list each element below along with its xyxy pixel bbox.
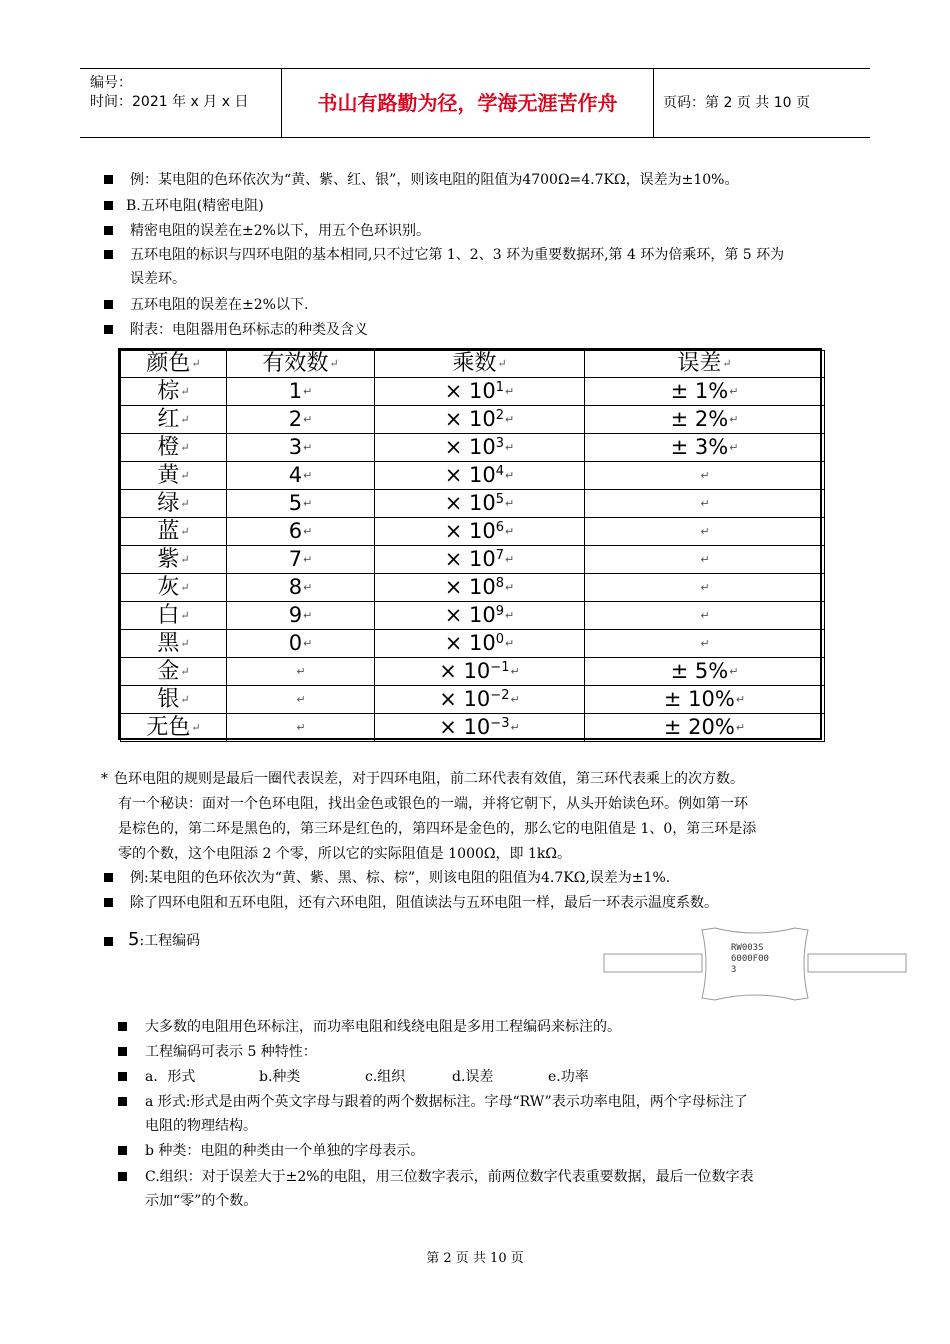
- digit-cell: 6↵: [227, 518, 375, 546]
- return-mark-icon: ↵: [505, 413, 515, 426]
- return-mark-icon: ↵: [505, 497, 515, 510]
- digit-cell: 2↵: [227, 406, 375, 434]
- return-mark-icon: ↵: [180, 580, 190, 594]
- bullet-icon: [104, 325, 113, 334]
- tolerance-cell: [585, 490, 825, 518]
- return-mark-icon: ↵: [180, 664, 190, 678]
- page-footer: 第 2 页 共 10 页: [426, 1251, 524, 1266]
- digit-cell: [227, 658, 375, 686]
- char-power: e.功率: [548, 1069, 589, 1085]
- multiplier-cell: × $10^7↵$: [375, 546, 585, 574]
- bullet-icon: [104, 250, 113, 259]
- return-mark-icon: ↵: [505, 385, 515, 398]
- exponent: −3: [490, 716, 510, 731]
- structure-desc-2: 示加“零”的个数。: [145, 1193, 258, 1209]
- return-mark-icon: ↵: [505, 581, 515, 594]
- exponent: 8: [495, 576, 505, 591]
- color-cell: 黄↵: [121, 462, 227, 490]
- return-mark-icon: ↵: [303, 525, 313, 538]
- tolerance-cell: ± 10%↵: [585, 686, 825, 714]
- color-cell: 银↵: [121, 686, 227, 714]
- return-mark-icon: ↵: [700, 497, 710, 510]
- return-mark-icon: ↵: [296, 693, 306, 706]
- heading-number: 5: [128, 929, 140, 950]
- header-tolerance: 误差↵: [585, 351, 825, 378]
- tolerance-cell: ± 1%↵: [585, 378, 825, 406]
- char-structure: c.组织: [365, 1069, 406, 1085]
- return-mark-icon: ↵: [180, 608, 190, 622]
- table-row: [121, 406, 825, 434]
- table-row: [121, 686, 825, 714]
- return-mark-icon: ↵: [735, 721, 746, 734]
- table-row: [121, 434, 825, 462]
- table-row: [121, 518, 825, 546]
- return-mark-icon: ↵: [303, 581, 313, 594]
- tolerance-cell: [585, 546, 825, 574]
- exponent: 2: [495, 408, 505, 423]
- digit-cell: [227, 686, 375, 714]
- exponent: 7: [495, 548, 505, 563]
- digit-cell: 8↵: [227, 574, 375, 602]
- return-mark-icon: ↵: [505, 637, 515, 650]
- char-type: b.种类: [259, 1069, 301, 1085]
- return-mark-icon: ↵: [700, 469, 710, 482]
- return-mark-icon: ↵: [729, 413, 739, 426]
- bullet-icon: [118, 1097, 127, 1106]
- five-band-title: B.五环电阻(精密电阻): [126, 198, 264, 214]
- bullet-icon: [118, 1022, 127, 1031]
- bullet-icon: [104, 201, 113, 210]
- return-mark-icon: ↵: [303, 385, 313, 398]
- color-cell: 棕↵: [121, 378, 227, 406]
- precision-tolerance: 精密电阻的误差在±2%以下，用五个色环识别。: [130, 223, 430, 239]
- table-row: [121, 546, 825, 574]
- bullet-icon: [118, 1072, 127, 1081]
- resistor-lead-right: [808, 954, 906, 972]
- table-row: [121, 378, 825, 406]
- color-cell: 黑↵: [121, 630, 227, 658]
- return-mark-icon: ↵: [700, 525, 710, 538]
- structure-desc-1: C.组织：对于误差大于±2%的电阻，用三位数字表示，前两位数字代表重要数据，最后一位数字表: [145, 1169, 754, 1185]
- tolerance-cell: [585, 518, 825, 546]
- exponent: 1: [495, 380, 505, 395]
- table-row: [121, 714, 825, 742]
- multiplier-cell: × $10^6↵$: [375, 518, 585, 546]
- exponent: −1: [490, 660, 510, 675]
- form-desc-2: 电阻的物理结构。: [145, 1118, 257, 1134]
- return-mark-icon: ↵: [505, 441, 515, 454]
- multiplier-cell: × $10^1↵$: [375, 378, 585, 406]
- resistor-body: [702, 928, 808, 1000]
- header-digit: 有效数↵: [227, 351, 375, 378]
- engineering-intro: 大多数的电阻用色环标注，而功率电阻和线绕电阻是多用工程编码来标注的。: [145, 1019, 621, 1035]
- number-label: 编号：: [90, 75, 132, 91]
- multiplier-cell: × $10^9↵$: [375, 602, 585, 630]
- digit-cell: 3↵: [227, 434, 375, 462]
- heading-text: :工程编码: [139, 933, 201, 949]
- color-code-table: [118, 348, 822, 740]
- return-mark-icon: ↵: [180, 412, 190, 426]
- five-band-desc-1: 五环电阻的标识与四环电阻的基本相同,只不过它第 1、2、3 环为重要数据环,第 4 环为倍乘环，第 5 环为: [130, 247, 785, 263]
- heading-engineering-code: [128, 931, 200, 950]
- char-form: a．形式: [145, 1069, 196, 1085]
- form-desc-1: a 形式:形式是由两个英文字母与跟着的两个数据标注。字母“RW”表示功率电阻，两个字母标注了: [145, 1094, 748, 1110]
- return-mark-icon: ↵: [510, 721, 520, 734]
- digit-cell: 4↵: [227, 462, 375, 490]
- return-mark-icon: ↵: [700, 637, 710, 650]
- example-4band: 例：某电阻的色环依次为“黄、紫、红、银”，则该电阻的阻值为4700Ω=4.7KΩ，误差为±10%。: [130, 172, 739, 188]
- digit-cell: 5↵: [227, 490, 375, 518]
- return-mark-icon: ↵: [303, 497, 313, 510]
- return-mark-icon: ↵: [735, 693, 746, 706]
- color-cell: 红↵: [121, 406, 227, 434]
- six-band-note: 除了四环电阻和五环电阻，还有六环电阻，阻值读法与五环电阻一样，最后一环表示温度系数。: [130, 895, 718, 911]
- multiplier-cell: × $10^{-2}↵$: [375, 686, 585, 714]
- exponent: −2: [490, 688, 510, 703]
- color-cell: 白↵: [121, 602, 227, 630]
- return-mark-icon: ↵: [303, 413, 313, 426]
- note-line: 色环电阻的规则是最后一圈代表误差，对于四环电阻，前二环代表有效值，第三环代表乘上的次方数。: [114, 771, 744, 787]
- return-mark-icon: ↵: [303, 441, 313, 454]
- resistor-code-line: 3: [731, 965, 737, 975]
- note-star: *: [101, 771, 108, 787]
- table-row: [121, 602, 825, 630]
- bullet-icon: [104, 226, 113, 235]
- table-row: [121, 462, 825, 490]
- color-cell: 蓝↵: [121, 518, 227, 546]
- color-cell: 灰↵: [121, 574, 227, 602]
- tolerance-cell: ± 5%↵: [585, 658, 825, 686]
- bullet-icon: [118, 1172, 127, 1181]
- page-info: 页码：第 2 页 共 10 页: [663, 95, 810, 111]
- note-line: 有一个秘诀：面对一个色环电阻，找出金色或银色的一端，并将它朝下，从头开始读色环。例如第一环: [118, 796, 748, 812]
- example-5band: 例:某电阻的色环依次为“黄、紫、黑、棕、棕”，则该电阻的阻值为4.7KΩ,误差为±1%.: [130, 870, 671, 886]
- exponent: 3: [495, 436, 505, 451]
- return-mark-icon: ↵: [505, 609, 515, 622]
- note-line: 是棕色的，第二环是黑色的，第三环是红色的，第四环是金色的，那么它的电阻值是 1、0，第三环是添: [118, 821, 757, 837]
- note-line: 零的个数，这个电阻添 2 个零，所以它的实际阻值是 1000Ω，即 1kΩ。: [118, 846, 571, 862]
- table-row: [121, 490, 825, 518]
- tolerance-cell: ± 20%↵: [585, 714, 825, 742]
- header-color: 颜色↵: [121, 351, 227, 378]
- five-band-tolerance: 五环电阻的误差在±2%以下.: [130, 297, 309, 313]
- color-cell: 金↵: [121, 658, 227, 686]
- return-mark-icon: ↵: [296, 665, 306, 678]
- return-mark-icon: ↵: [180, 524, 190, 538]
- bullet-icon: [104, 873, 113, 882]
- bullet-icon: [104, 300, 113, 309]
- bullet-icon: [104, 175, 113, 184]
- five-characteristics: 工程编码可表示 5 种特性：: [145, 1044, 317, 1060]
- resistor-lead-left: [604, 954, 702, 972]
- time-label: 时间：2021 年 x 月 x 日: [90, 94, 249, 110]
- multiplier-cell: × $10^2↵$: [375, 406, 585, 434]
- table-row: [121, 574, 825, 602]
- header-multiplier: 乘数↵: [375, 351, 585, 378]
- digit-cell: [227, 714, 375, 742]
- tolerance-cell: [585, 602, 825, 630]
- return-mark-icon: ↵: [729, 665, 739, 678]
- color-cell: 绿↵: [121, 490, 227, 518]
- return-mark-icon: ↵: [700, 581, 710, 594]
- page-header: [80, 68, 870, 138]
- power-resistor-figure: [600, 924, 910, 1008]
- multiplier-cell: × $10^4↵$: [375, 462, 585, 490]
- multiplier-cell: × $10^3↵$: [375, 434, 585, 462]
- exponent: 5: [495, 492, 505, 507]
- return-mark-icon: ↵: [729, 385, 739, 398]
- digit-cell: 9↵: [227, 602, 375, 630]
- return-mark-icon: ↵: [180, 440, 190, 454]
- digit-cell: 7↵: [227, 546, 375, 574]
- resistor-code-line: 6000F00: [731, 954, 769, 964]
- table-row: [121, 658, 825, 686]
- header-meta: [80, 69, 282, 137]
- digit-cell: 0↵: [227, 630, 375, 658]
- return-mark-icon: ↵: [505, 469, 515, 482]
- multiplier-cell: × $10^5↵$: [375, 490, 585, 518]
- bullet-icon: [118, 1146, 127, 1155]
- return-mark-icon: ↵: [505, 553, 515, 566]
- table-caption: 附表：电阻器用色环标志的种类及含义: [130, 322, 368, 338]
- multiplier-cell: × $10^8↵$: [375, 574, 585, 602]
- return-mark-icon: ↵: [303, 637, 313, 650]
- color-cell: 紫↵: [121, 546, 227, 574]
- multiplier-cell: × $10^{-1}↵$: [375, 658, 585, 686]
- table-header-row: [121, 351, 825, 378]
- color-cell: 橙↵: [121, 434, 227, 462]
- return-mark-icon: ↵: [180, 636, 190, 650]
- bullet-icon: [104, 937, 113, 946]
- return-mark-icon: ↵: [180, 692, 190, 706]
- bullet-icon: [118, 1047, 127, 1056]
- return-mark-icon: ↵: [303, 609, 313, 622]
- tolerance-cell: [585, 574, 825, 602]
- return-mark-icon: ↵: [180, 384, 190, 398]
- exponent: 9: [495, 604, 505, 619]
- motto: 书山有路勤为径，学海无涯苦作舟: [282, 69, 654, 137]
- return-mark-icon: ↵: [180, 552, 190, 566]
- exponent: 0: [495, 632, 505, 647]
- return-mark-icon: ↵: [191, 720, 201, 734]
- tolerance-cell: [585, 462, 825, 490]
- char-tolerance: d.误差: [452, 1069, 494, 1085]
- return-mark-icon: ↵: [729, 441, 739, 454]
- bullet-icon: [104, 898, 113, 907]
- return-mark-icon: ↵: [700, 553, 710, 566]
- return-mark-icon: ↵: [700, 609, 710, 622]
- return-mark-icon: ↵: [303, 469, 313, 482]
- return-mark-icon: ↵: [510, 693, 520, 706]
- tolerance-cell: ± 3%↵: [585, 434, 825, 462]
- return-mark-icon: ↵: [180, 468, 190, 482]
- tolerance-cell: ± 2%↵: [585, 406, 825, 434]
- multiplier-cell: × $10^0↵$: [375, 630, 585, 658]
- exponent: 6: [495, 520, 505, 535]
- digit-cell: 1↵: [227, 378, 375, 406]
- table-row: [121, 630, 825, 658]
- return-mark-icon: ↵: [510, 665, 520, 678]
- return-mark-icon: ↵: [505, 525, 515, 538]
- return-mark-icon: ↵: [180, 496, 190, 510]
- tolerance-cell: [585, 630, 825, 658]
- return-mark-icon: ↵: [303, 553, 313, 566]
- exponent: 4: [495, 464, 505, 479]
- return-mark-icon: ↵: [296, 721, 306, 734]
- five-band-desc-2: 误差环。: [130, 271, 186, 287]
- multiplier-cell: × $10^{-3}↵$: [375, 714, 585, 742]
- resistor-code-line: RW003S: [731, 943, 764, 953]
- type-desc: b 种类：电阻的种类由一个单独的字母表示。: [145, 1143, 425, 1159]
- color-cell: 无色↵: [121, 714, 227, 742]
